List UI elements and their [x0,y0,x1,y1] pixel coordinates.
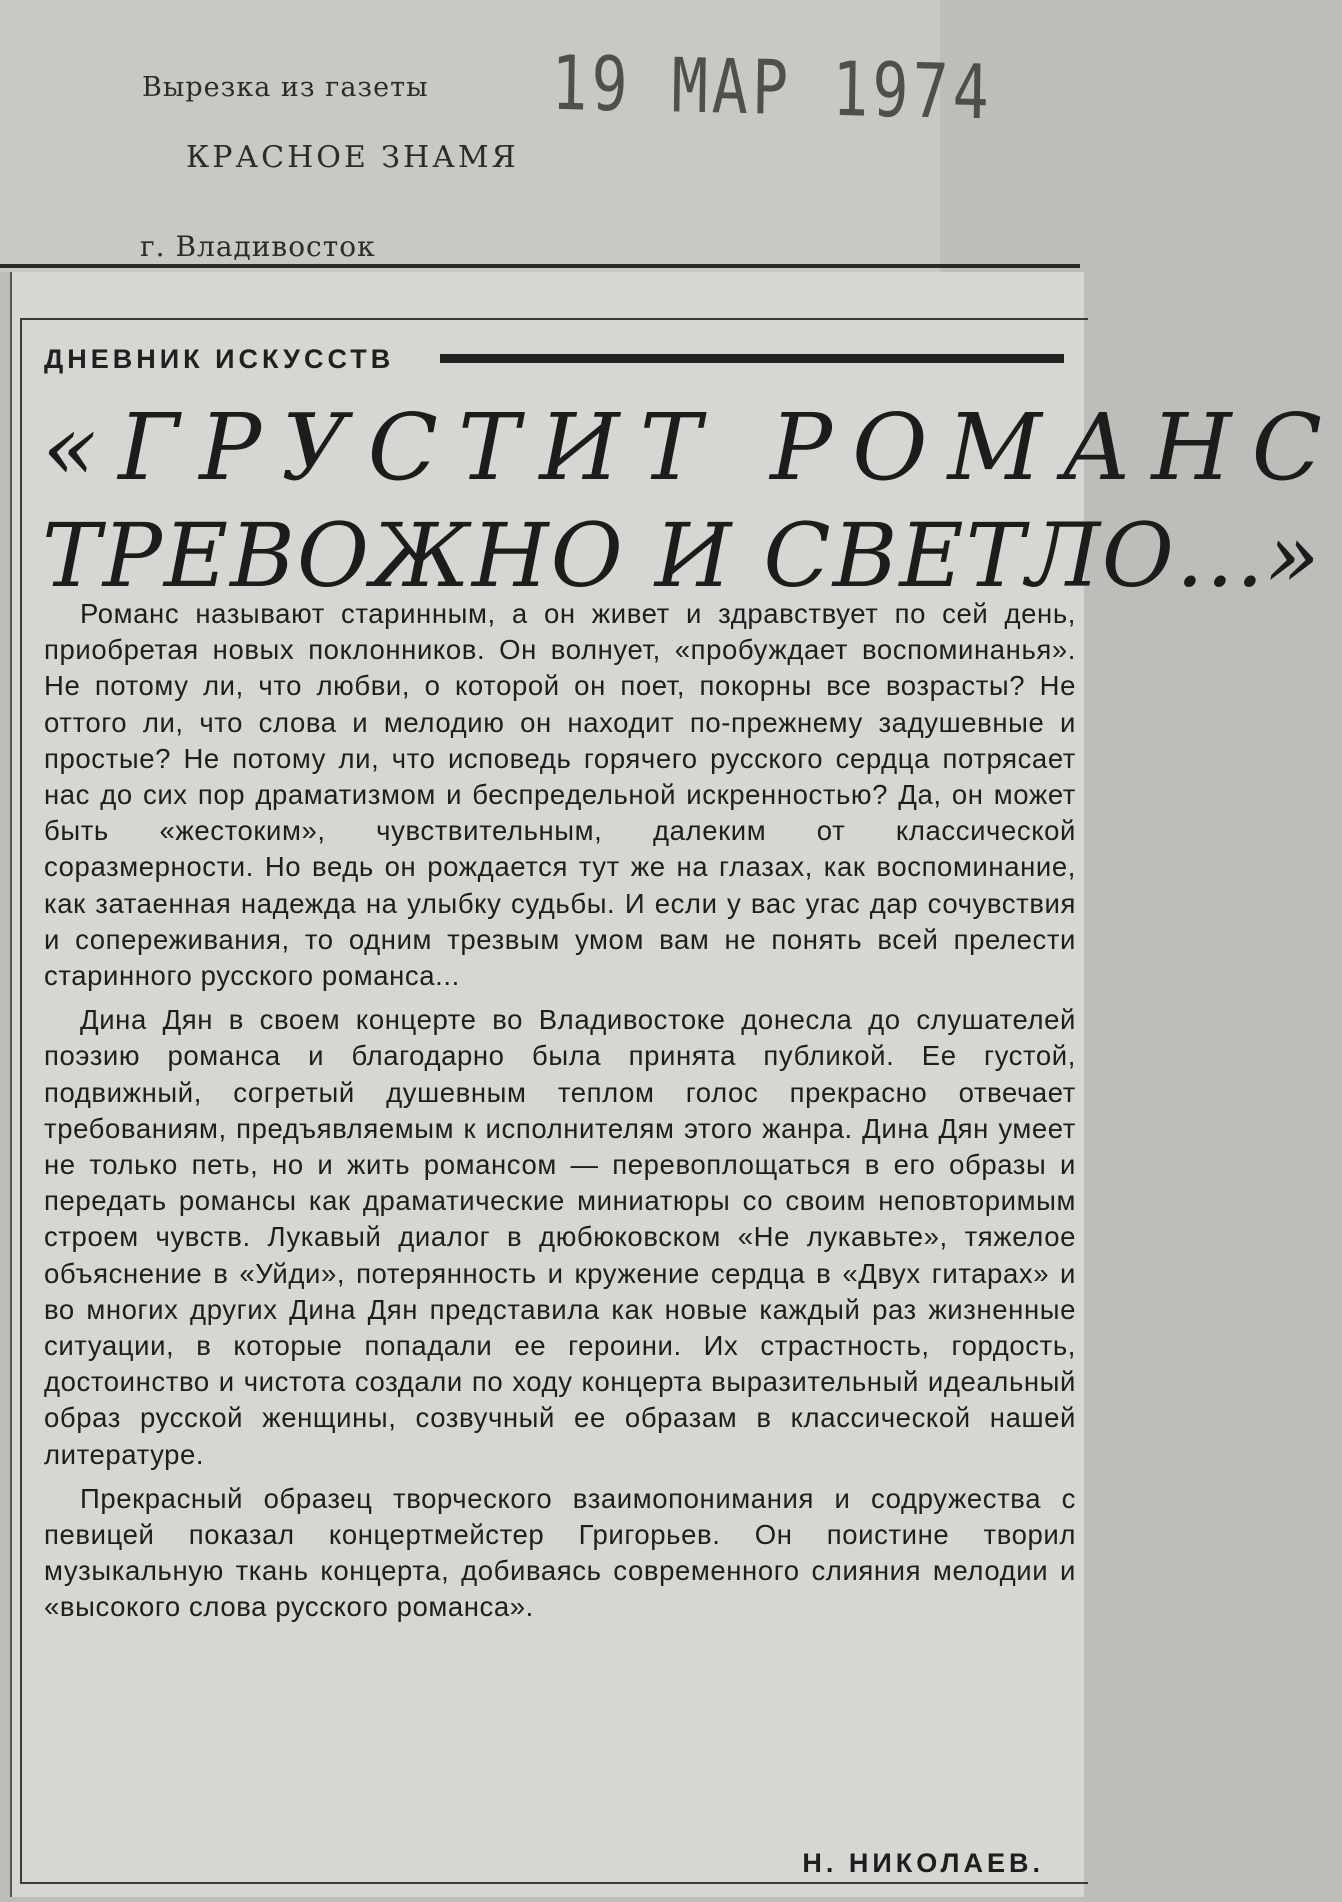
paragraph-3: Прекрасный образец творческого взаимопонимания и содружества с певицей показал концертмейстер Григорьев. Он поистине творил музыкальную ткань концерта, добиваясь современного слияния мелодии и «высокого слова русского романса». [44,1482,1076,1623]
article-title-line-1: «ГРУСТИТ РОМАНС [42,394,1342,501]
source-label: Вырезка из газеты [142,72,429,103]
article-title-line-2: ТРЕВОЖНО И СВЕТЛО...» [42,504,1322,607]
header-divider [0,264,1080,268]
rubric-heading: ДНЕВНИК ИСКУССТВ [44,344,395,374]
article-body [44,596,1076,1634]
paragraph-1: Романс называют старинным, а он живет и здравствует по сей день, приобретая новых поклонников. Он волнует, «пробуждает воспоминанья». Не потому ли, что любви, о которой он поет, покорны все возрасты? Не оттого ли, что слова и мелодию он находит по-прежнему задушевные и простые? Не потому ли, что исповедь горячего русского сердца потрясает нас до сих пор драматизмом и беспредельной искренностью? Да, он может быть «жестоким», чувствительным, далеким от классической соразмерности. Но ведь он рождается тут же на глазах, как воспоминание, как затаенная надежда на улыбку судьбы. И если у вас угас дар сочувствия и сопереживания, то одним трезвым умом вам не понять всей прелести старинного русского романса... [44,598,1076,992]
paragraph-2: Дина Дян в своем концерте во Владивостоке донесла до слушателей поэзию романса и благодарно была принята публикой. Ее густой, подвижный, согретый душевным теплом голос прекрасно отвечает требованиям, предъявляемым к исполнителям этого жанра. Дина Дян умеет не только петь, но и жить романсом — перевоплощаться в его образы и передать романсы как драматические миниатюры со своим неповторимым строем чувств. Лукавый диалог в дюбюковском «Не лукавьте», тяжелое объяснение в «Уйди», потерянность и кружение сердца в «Двух гитарах» и во многих других Дина Дян представила как новые каждый раз жизненные ситуации, в которые попадали ее героини. Их страстность, гордость, достоинство и чистота создали по ходу концерта выразительный идеальный образ русской женщины, созвучный ее образам в классической нашей литературе. [44,1004,1076,1470]
city-label: г. Владивосток [140,230,376,263]
date-stamp: 19 МАР 1974 [550,40,994,138]
newspaper-name: КРАСНОЕ ЗНАМЯ [186,140,519,175]
rubric-rule [440,354,1064,363]
clipping-label [0,0,994,272]
author-signature: Н. НИКОЛАЕВ. [802,1848,1044,1878]
article-clipping [10,272,1342,1897]
